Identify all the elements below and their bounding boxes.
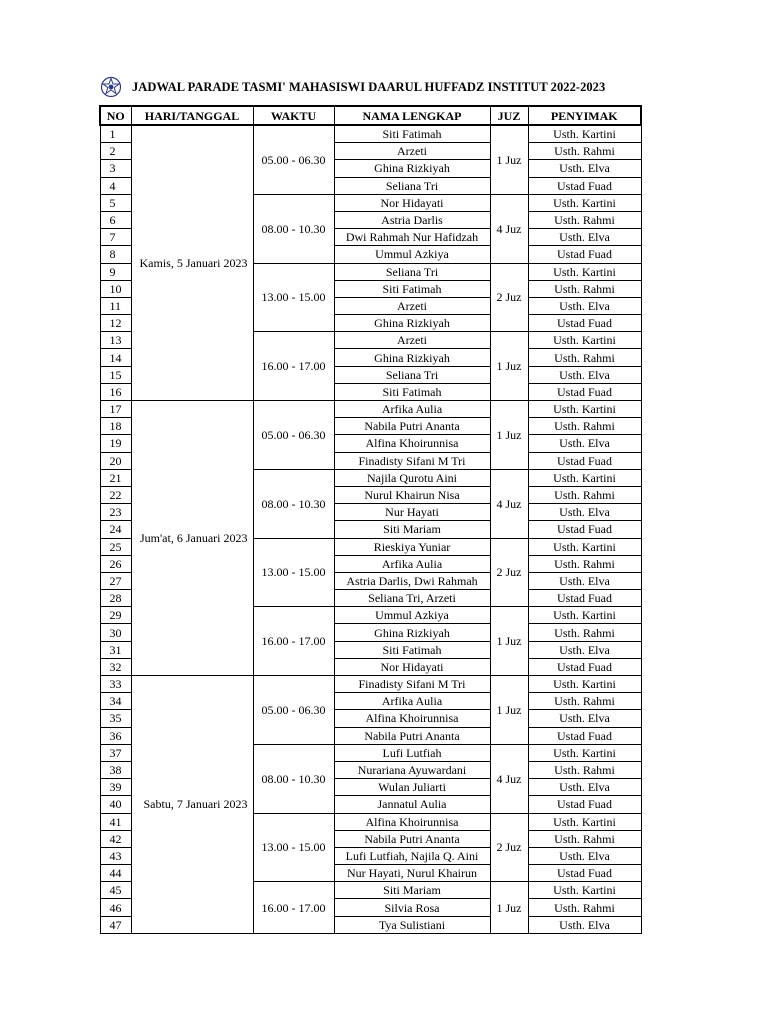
row-number: 37 — [100, 744, 131, 761]
student-name-cell: Siti Fatimah — [334, 641, 490, 658]
juz-cell: 2 Juz — [490, 263, 528, 332]
penyimak-cell: Usth. Rahmi — [528, 624, 641, 641]
penyimak-cell: Usth. Kartini — [528, 332, 641, 349]
juz-cell: 1 Juz — [490, 607, 528, 676]
penyimak-cell: Usth. Elva — [528, 160, 641, 177]
row-number: 38 — [100, 761, 131, 778]
penyimak-cell: Usth. Kartini — [528, 263, 641, 280]
juz-cell: 1 Juz — [490, 401, 528, 470]
row-number: 21 — [100, 469, 131, 486]
student-name-cell: Dwi Rahmah Nur Hafidzah — [334, 229, 490, 246]
student-name-cell: Nabila Putri Ananta — [334, 727, 490, 744]
row-number: 26 — [100, 555, 131, 572]
row-number: 33 — [100, 676, 131, 693]
header-juz: JUZ — [490, 106, 528, 125]
student-name-cell: Nabila Putri Ananta — [334, 418, 490, 435]
row-number: 2 — [100, 143, 131, 160]
row-number: 9 — [100, 263, 131, 280]
header-penyimak: PENYIMAK — [528, 106, 641, 125]
institute-logo-icon — [100, 76, 122, 98]
student-name-cell: Silvia Rosa — [334, 899, 490, 916]
penyimak-cell: Ustad Fuad — [528, 177, 641, 194]
student-name-cell: Finadisty Sifani M Tri — [334, 676, 490, 693]
penyimak-cell: Ustad Fuad — [528, 383, 641, 400]
row-number: 18 — [100, 418, 131, 435]
juz-cell: 2 Juz — [490, 813, 528, 882]
student-name-cell: Ghina Rizkiyah — [334, 349, 490, 366]
session-time-cell: 05.00 - 06.30 — [253, 125, 334, 194]
document-title: JADWAL PARADE TASMI' MAHASISWI DAARUL HUFFADZ INSTITUT 2022-2023 — [132, 79, 606, 94]
row-number: 40 — [100, 796, 131, 813]
student-name-cell: Siti Fatimah — [334, 280, 490, 297]
student-name-cell: Lufi Lutfiah, Najila Q. Aini — [334, 847, 490, 864]
student-name-cell: Siti Fatimah — [334, 383, 490, 400]
row-number: 35 — [100, 710, 131, 727]
row-number: 39 — [100, 779, 131, 796]
penyimak-cell: Usth. Rahmi — [528, 555, 641, 572]
header-waktu: WAKTU — [253, 106, 334, 125]
student-name-cell: Ghina Rizkiyah — [334, 315, 490, 332]
student-name-cell: Astria Darlis — [334, 211, 490, 228]
table-row — [100, 676, 641, 693]
row-number: 42 — [100, 830, 131, 847]
row-number: 24 — [100, 521, 131, 538]
student-name-cell: Arfika Aulia — [334, 693, 490, 710]
penyimak-cell: Usth. Rahmi — [528, 761, 641, 778]
penyimak-cell: Usth. Elva — [528, 641, 641, 658]
session-time-cell: 13.00 - 15.00 — [253, 813, 334, 882]
penyimak-cell: Usth. Kartini — [528, 744, 641, 761]
row-number: 4 — [100, 177, 131, 194]
student-name-cell: Nabila Putri Ananta — [334, 830, 490, 847]
student-name-cell: Astria Darlis, Dwi Rahmah — [334, 572, 490, 589]
row-number: 41 — [100, 813, 131, 830]
student-name-cell: Arzeti — [334, 332, 490, 349]
penyimak-cell: Usth. Kartini — [528, 882, 641, 899]
juz-cell: 4 Juz — [490, 744, 528, 813]
student-name-cell: Seliana Tri — [334, 366, 490, 383]
penyimak-cell: Usth. Kartini — [528, 813, 641, 830]
student-name-cell: Ghina Rizkiyah — [334, 624, 490, 641]
table-row — [100, 125, 641, 143]
student-name-cell: Wulan Juliarti — [334, 779, 490, 796]
penyimak-cell: Usth. Kartini — [528, 401, 641, 418]
day-date-cell: Sabtu, 7 Januari 2023 — [131, 676, 253, 934]
row-number: 44 — [100, 865, 131, 882]
row-number: 45 — [100, 882, 131, 899]
penyimak-cell: Usth. Rahmi — [528, 899, 641, 916]
row-number: 12 — [100, 315, 131, 332]
penyimak-cell: Ustad Fuad — [528, 452, 641, 469]
student-name-cell: Arzeti — [334, 143, 490, 160]
student-name-cell: Siti Mariam — [334, 521, 490, 538]
schedule-table — [99, 105, 642, 934]
header-no: NO — [100, 106, 131, 125]
row-number: 28 — [100, 590, 131, 607]
penyimak-cell: Usth. Rahmi — [528, 349, 641, 366]
row-number: 25 — [100, 538, 131, 555]
row-number: 10 — [100, 280, 131, 297]
student-name-cell: Najila Qurotu Aini — [334, 469, 490, 486]
juz-cell: 2 Juz — [490, 538, 528, 607]
row-number: 16 — [100, 383, 131, 400]
row-number: 8 — [100, 246, 131, 263]
student-name-cell: Siti Mariam — [334, 882, 490, 899]
penyimak-cell: Usth. Rahmi — [528, 693, 641, 710]
juz-cell: 1 Juz — [490, 676, 528, 745]
penyimak-cell: Ustad Fuad — [528, 865, 641, 882]
session-time-cell: 05.00 - 06.30 — [253, 676, 334, 745]
juz-cell: 1 Juz — [490, 882, 528, 934]
juz-cell: 4 Juz — [490, 194, 528, 263]
penyimak-cell: Usth. Elva — [528, 297, 641, 314]
student-name-cell: Siti Fatimah — [334, 125, 490, 143]
session-time-cell: 08.00 - 10.30 — [253, 194, 334, 263]
student-name-cell: Lufi Lutfiah — [334, 744, 490, 761]
session-time-cell: 16.00 - 17.00 — [253, 332, 334, 401]
row-number: 43 — [100, 847, 131, 864]
row-number: 5 — [100, 194, 131, 211]
student-name-cell: Finadisty Sifani M Tri — [334, 452, 490, 469]
student-name-cell: Seliana Tri — [334, 177, 490, 194]
row-number: 23 — [100, 504, 131, 521]
schedule-body — [100, 125, 641, 933]
penyimak-cell: Usth. Rahmi — [528, 486, 641, 503]
penyimak-cell: Usth. Kartini — [528, 469, 641, 486]
row-number: 7 — [100, 229, 131, 246]
student-name-cell: Jannatul Aulia — [334, 796, 490, 813]
row-number: 46 — [100, 899, 131, 916]
document-header — [100, 76, 605, 98]
student-name-cell: Nur Hayati, Nurul Khairun — [334, 865, 490, 882]
day-date-cell: Kamis, 5 Januari 2023 — [131, 125, 253, 401]
header-hari-tanggal: HARI/TANGGAL — [131, 106, 253, 125]
penyimak-cell: Usth. Kartini — [528, 194, 641, 211]
student-name-cell: Seliana Tri, Arzeti — [334, 590, 490, 607]
penyimak-cell: Usth. Elva — [528, 504, 641, 521]
penyimak-cell: Usth. Rahmi — [528, 211, 641, 228]
row-number: 27 — [100, 572, 131, 589]
penyimak-cell: Ustad Fuad — [528, 727, 641, 744]
row-number: 15 — [100, 366, 131, 383]
penyimak-cell: Usth. Kartini — [528, 538, 641, 555]
student-name-cell: Tya Sulistiani — [334, 916, 490, 933]
student-name-cell: Rieskiya Yuniar — [334, 538, 490, 555]
penyimak-cell: Usth. Kartini — [528, 676, 641, 693]
penyimak-cell: Usth. Rahmi — [528, 418, 641, 435]
row-number: 36 — [100, 727, 131, 744]
penyimak-cell: Usth. Elva — [528, 366, 641, 383]
row-number: 14 — [100, 349, 131, 366]
row-number: 6 — [100, 211, 131, 228]
student-name-cell: Seliana Tri — [334, 263, 490, 280]
penyimak-cell: Ustad Fuad — [528, 796, 641, 813]
day-date-cell: Jum'at, 6 Januari 2023 — [131, 401, 253, 676]
session-time-cell: 05.00 - 06.30 — [253, 401, 334, 470]
penyimak-cell: Usth. Elva — [528, 710, 641, 727]
row-number: 47 — [100, 916, 131, 933]
student-name-cell: Nurariana Ayuwardani — [334, 761, 490, 778]
session-time-cell: 13.00 - 15.00 — [253, 263, 334, 332]
row-number: 17 — [100, 401, 131, 418]
header-nama-lengkap: NAMA LENGKAP — [334, 106, 490, 125]
penyimak-cell: Usth. Elva — [528, 779, 641, 796]
row-number: 34 — [100, 693, 131, 710]
row-number: 11 — [100, 297, 131, 314]
penyimak-cell: Usth. Rahmi — [528, 830, 641, 847]
student-name-cell: Ummul Azkiya — [334, 607, 490, 624]
row-number: 3 — [100, 160, 131, 177]
student-name-cell: Nor Hidayati — [334, 194, 490, 211]
session-time-cell: 16.00 - 17.00 — [253, 607, 334, 676]
row-number: 20 — [100, 452, 131, 469]
row-number: 1 — [100, 125, 131, 143]
row-number: 22 — [100, 486, 131, 503]
session-time-cell: 08.00 - 10.30 — [253, 469, 334, 538]
student-name-cell: Ummul Azkiya — [334, 246, 490, 263]
penyimak-cell: Usth. Kartini — [528, 607, 641, 624]
penyimak-cell: Usth. Rahmi — [528, 280, 641, 297]
student-name-cell: Arzeti — [334, 297, 490, 314]
penyimak-cell: Usth. Elva — [528, 572, 641, 589]
penyimak-cell: Ustad Fuad — [528, 590, 641, 607]
row-number: 19 — [100, 435, 131, 452]
row-number: 32 — [100, 658, 131, 675]
penyimak-cell: Ustad Fuad — [528, 315, 641, 332]
student-name-cell: Alfina Khoirunnisa — [334, 435, 490, 452]
penyimak-cell: Usth. Elva — [528, 916, 641, 933]
student-name-cell: Nor Hidayati — [334, 658, 490, 675]
row-number: 31 — [100, 641, 131, 658]
student-name-cell: Ghina Rizkiyah — [334, 160, 490, 177]
table-row — [100, 401, 641, 418]
penyimak-cell: Ustad Fuad — [528, 658, 641, 675]
student-name-cell: Nurul Khairun Nisa — [334, 486, 490, 503]
student-name-cell: Arfika Aulia — [334, 401, 490, 418]
row-number: 30 — [100, 624, 131, 641]
session-time-cell: 13.00 - 15.00 — [253, 538, 334, 607]
row-number: 29 — [100, 607, 131, 624]
juz-cell: 1 Juz — [490, 125, 528, 194]
penyimak-cell: Usth. Elva — [528, 229, 641, 246]
student-name-cell: Arfika Aulia — [334, 555, 490, 572]
student-name-cell: Alfina Khoirunnisa — [334, 710, 490, 727]
student-name-cell: Alfina Khoirunnisa — [334, 813, 490, 830]
row-number: 13 — [100, 332, 131, 349]
penyimak-cell: Usth. Elva — [528, 847, 641, 864]
juz-cell: 4 Juz — [490, 469, 528, 538]
penyimak-cell: Ustad Fuad — [528, 246, 641, 263]
student-name-cell: Nur Hayati — [334, 504, 490, 521]
session-time-cell: 16.00 - 17.00 — [253, 882, 334, 934]
session-time-cell: 08.00 - 10.30 — [253, 744, 334, 813]
table-header-row — [100, 106, 641, 125]
penyimak-cell: Ustad Fuad — [528, 521, 641, 538]
penyimak-cell: Usth. Elva — [528, 435, 641, 452]
penyimak-cell: Usth. Rahmi — [528, 143, 641, 160]
juz-cell: 1 Juz — [490, 332, 528, 401]
penyimak-cell: Usth. Kartini — [528, 125, 641, 143]
